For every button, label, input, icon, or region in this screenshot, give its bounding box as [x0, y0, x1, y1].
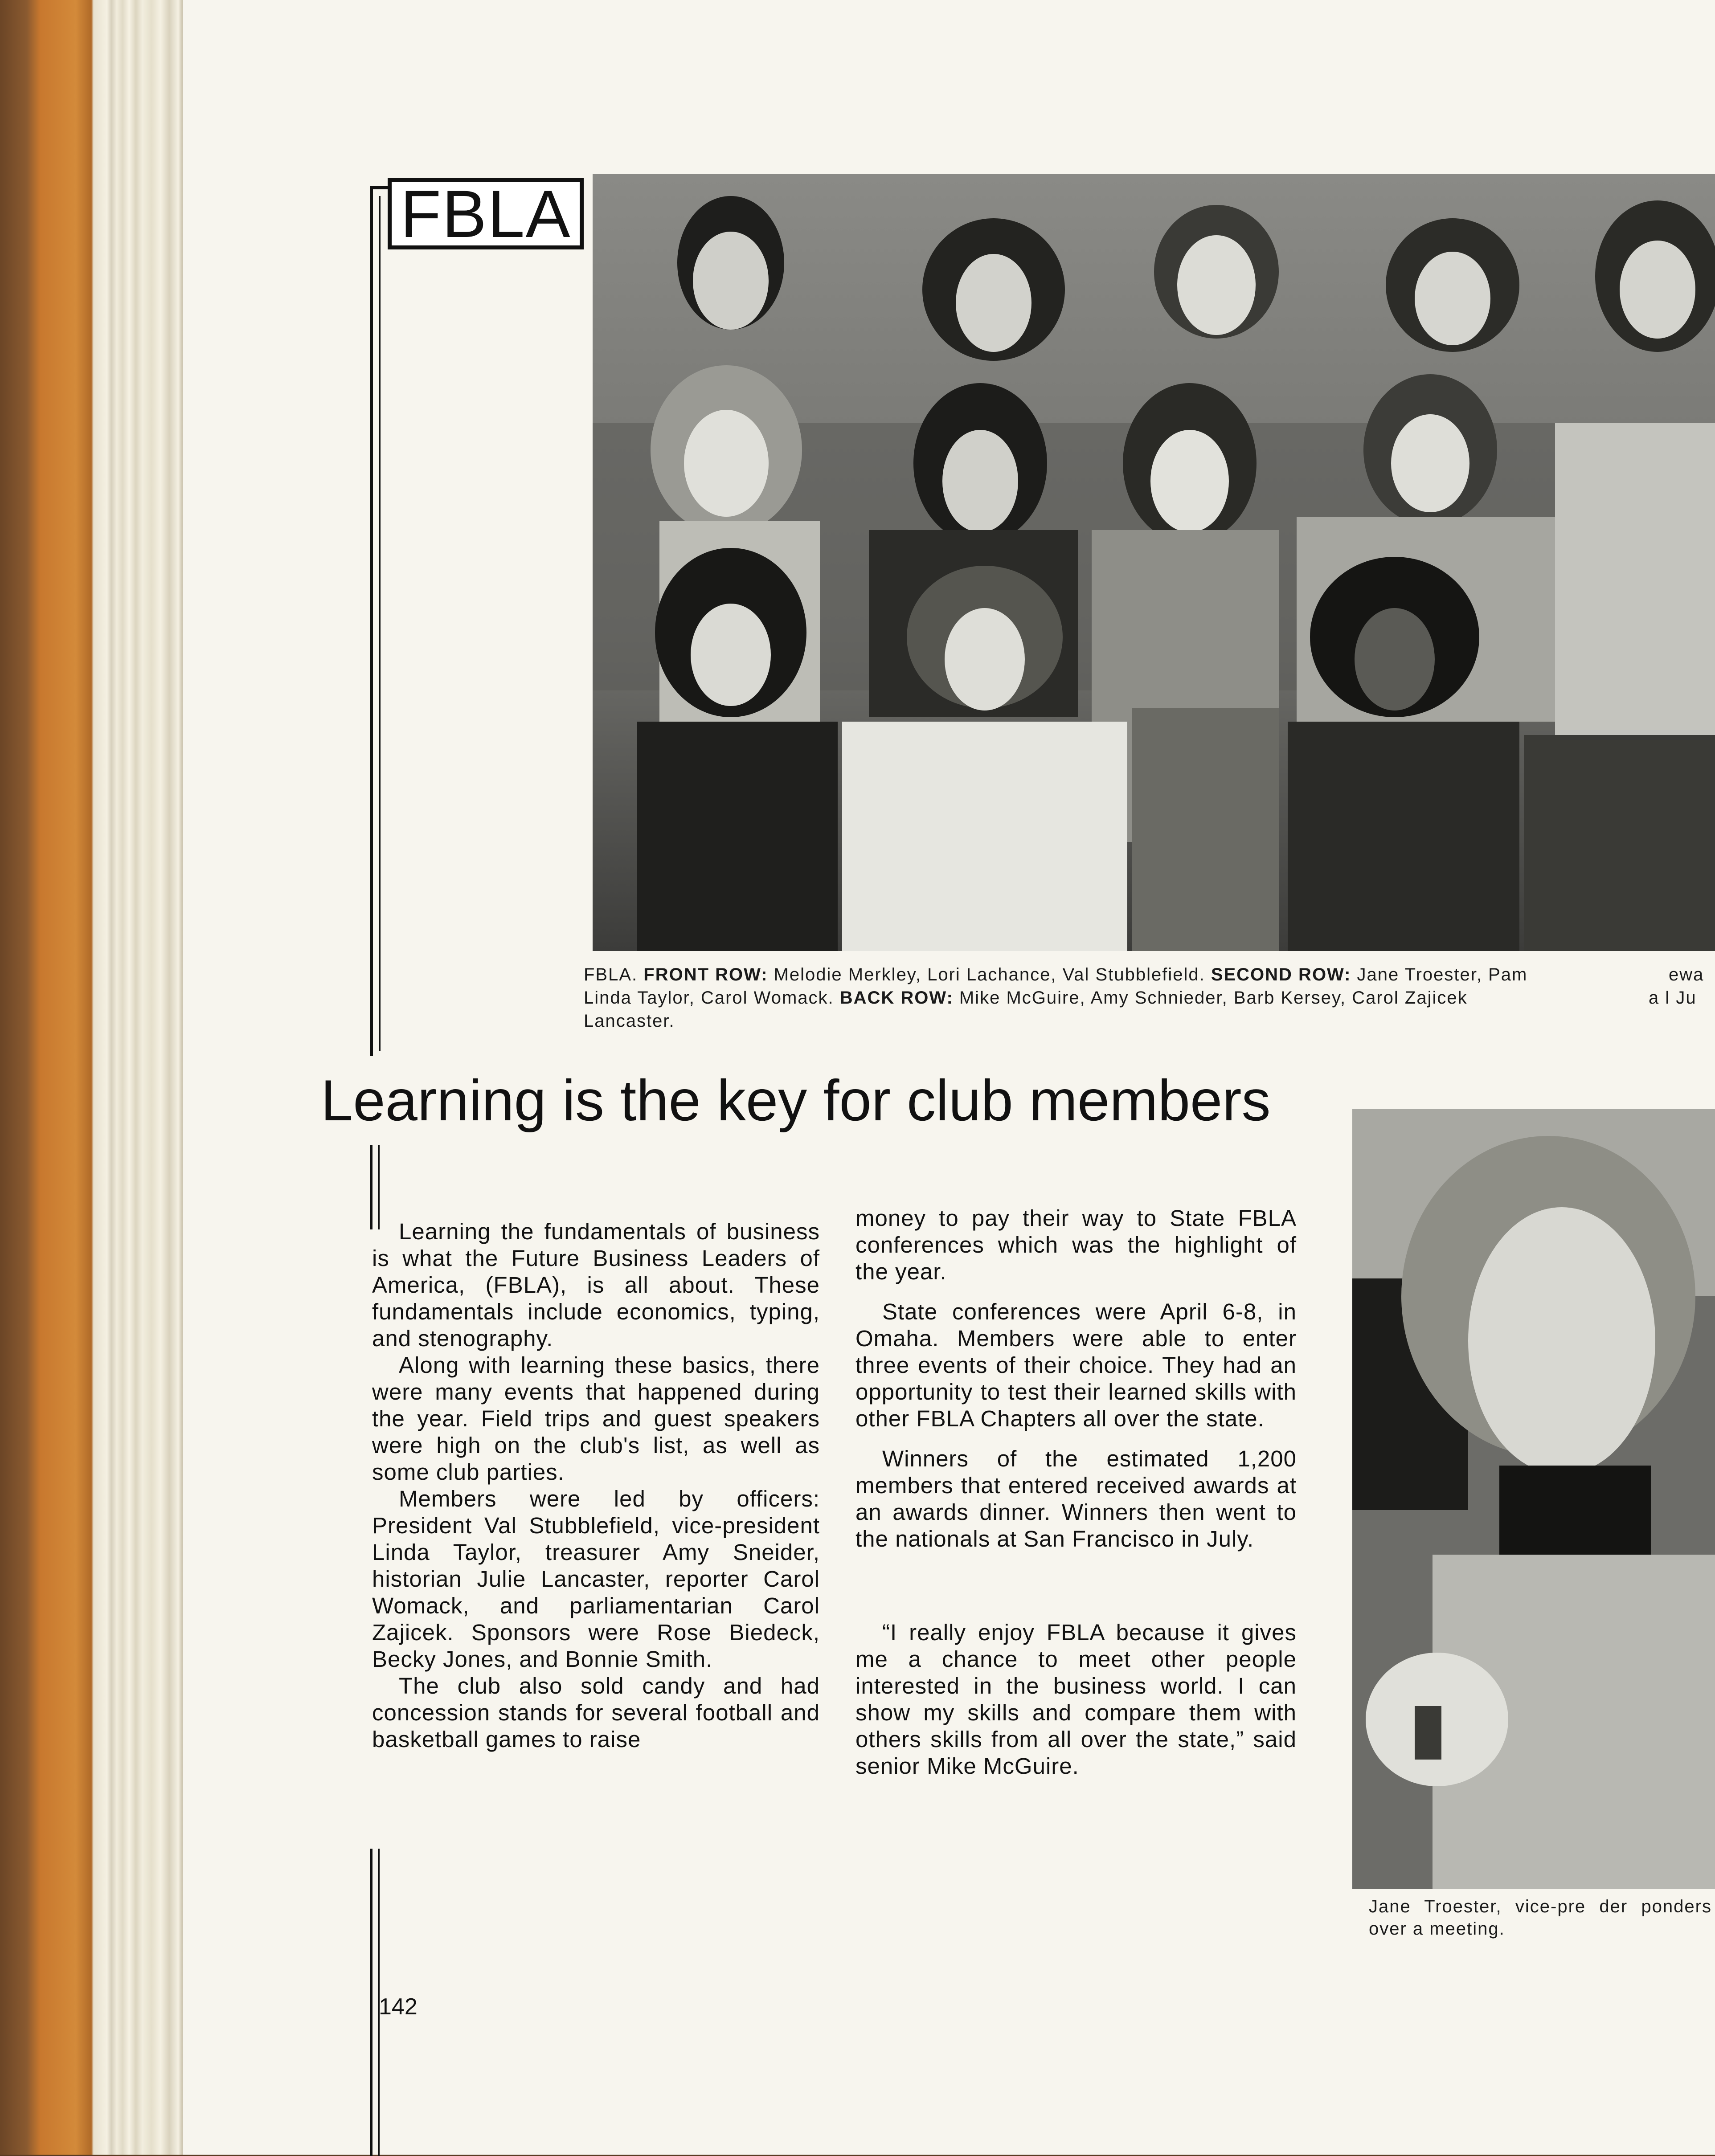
- caption-line-3: Lancaster.: [584, 1011, 675, 1031]
- caption-intro: FBLA.: [584, 965, 644, 984]
- article-headline: Learning is the key for club members: [321, 1068, 1271, 1133]
- second-row-label: SECOND ROW:: [1211, 965, 1351, 984]
- caption-line-2: [584, 986, 1715, 1009]
- left-rule-mid: [370, 1145, 372, 1229]
- front-row-label: FRONT ROW:: [643, 965, 768, 984]
- group-photo: [593, 174, 1715, 951]
- col2-paragraph-4: “I really enjoy FBLA because it gives me a chance to meet other people interested in the business world. I can show my skills and compare them with others skills from all over the state,” said senior Mike McGuire.: [855, 1620, 1297, 1779]
- section-header-box: [388, 178, 584, 249]
- front-row-names: Melodie Merkley, Lori Lachance, Val Stubblefield.: [768, 965, 1211, 984]
- col1-paragraph-1: Learning the fundamentals of business is what the Future Business Leaders of America, (FBLA), is all about. These fundamentals include economics, typing, and stenography.: [372, 1219, 820, 1351]
- article-column-1: [372, 1218, 820, 1753]
- col1-paragraph-4: The club also sold candy and had concession stands for several football and basketball games to raise: [372, 1673, 820, 1752]
- left-rule-top-inner: [379, 196, 381, 1051]
- back-row-label: BACK ROW:: [839, 988, 954, 1008]
- page-number: 142: [379, 1994, 417, 2020]
- col2-paragraph-1: money to pay their way to State FBLA conferences which was the highlight of the year.: [855, 1205, 1297, 1284]
- left-rule-top: [370, 187, 373, 1056]
- caption-line2-names: Linda Taylor, Carol Womack.: [584, 988, 840, 1008]
- col2-paragraph-3: Winners of the estimated 1,200 members that entered received awards at an awards dinner. Winners then went to the nationals at San Francisco in July.: [855, 1446, 1297, 1552]
- second-row-names: Jane Troester, Pam: [1351, 965, 1528, 984]
- second-row-cut-text: ewa: [1669, 965, 1704, 984]
- group-photo-caption: [584, 963, 1715, 1033]
- section-label: FBLA: [400, 176, 571, 251]
- group-photo-image: [593, 174, 1715, 951]
- article-column-2: [855, 1205, 1297, 1780]
- back-row-cut-text: a l Ju: [1649, 988, 1697, 1008]
- col1-paragraph-2: Along with learning these basics, there were many events that happened during the year. Field trips and guest speakers were high on the club's list, as well as some club parties.: [372, 1352, 820, 1485]
- caption-line-1: [584, 963, 1715, 986]
- col2-paragraph-2: State conferences were April 6-8, in Omaha. Members were able to enter three events of their choice. They had an opportunity to test their learned skills with other FBLA Chapters all over the state.: [855, 1299, 1297, 1431]
- col1-paragraph-3: Members were led by officers: President Val Stubblefield, vice-president Linda Taylor, treasurer Amy Sneider, historian Julie Lancaster, reporter Carol Womack, and parliamentarian Carol Zajicek. Sponsors were Rose Biedeck, Becky Jones, and Bonnie Smith.: [372, 1486, 820, 1672]
- header-rule-top: [370, 186, 390, 189]
- side-photo-image: [1352, 1109, 1715, 1889]
- book-page-edges: [0, 0, 183, 2155]
- left-rule-mid-inner: [378, 1145, 380, 1229]
- side-photo-caption: Jane Troester, vice-pre der ponders over a meeting.: [1369, 1897, 1712, 1939]
- left-rule-bottom: [370, 1849, 372, 2156]
- back-row-names: Mike McGuire, Amy Schnieder, Barb Kersey, Carol Zajicek: [953, 988, 1468, 1008]
- side-photo: [1352, 1109, 1715, 1889]
